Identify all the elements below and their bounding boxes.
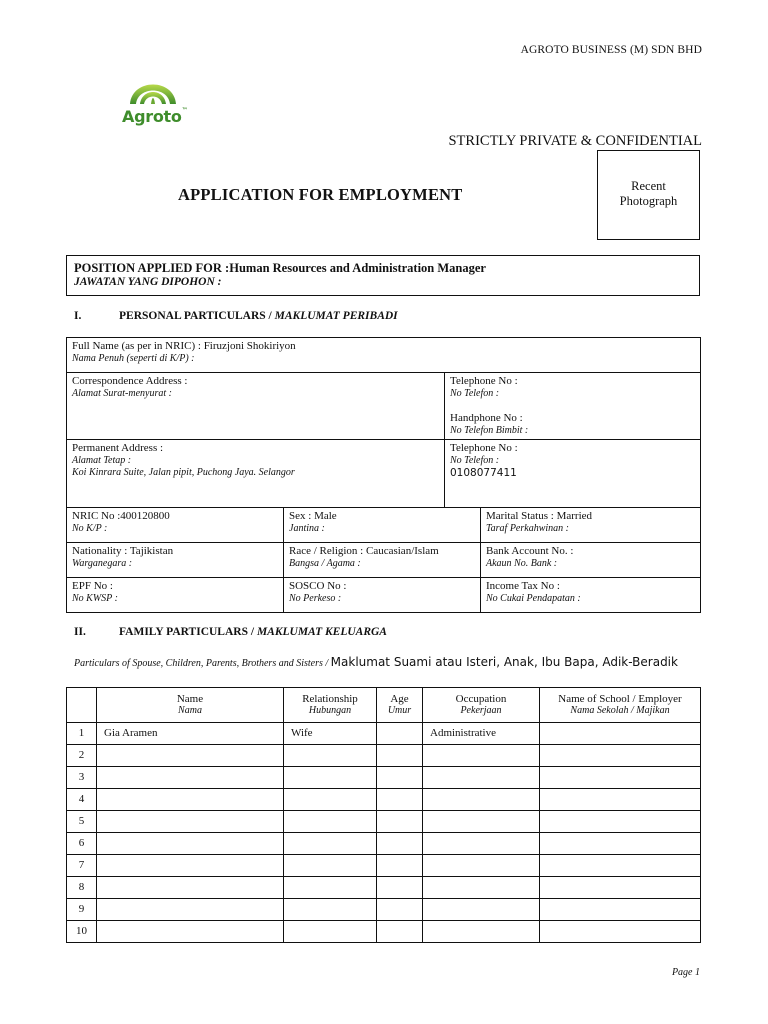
table-row xyxy=(67,745,701,767)
family-cell-name[interactable] xyxy=(97,789,284,811)
table-row xyxy=(67,855,701,877)
family-cell-relationship[interactable] xyxy=(284,855,377,877)
family-cell-employer[interactable] xyxy=(540,833,701,855)
family-cell-occupation[interactable] xyxy=(423,789,540,811)
table-row xyxy=(67,811,701,833)
logo-wordmark: Agroto™ xyxy=(122,107,188,126)
company-name: AGROTO BUSINESS (M) SDN BHD xyxy=(520,44,702,56)
header-age: Age Umur xyxy=(377,688,423,723)
family-cell-age[interactable] xyxy=(377,877,423,899)
family-cell-occupation[interactable] xyxy=(423,899,540,921)
family-cell-relationship[interactable] xyxy=(284,877,377,899)
family-cell-age[interactable] xyxy=(377,833,423,855)
family-particulars-table xyxy=(66,687,701,943)
family-cell-age[interactable] xyxy=(377,855,423,877)
family-cell-no: 5 xyxy=(67,811,97,833)
family-cell-occupation[interactable] xyxy=(423,745,540,767)
photo-label-line2: Photograph xyxy=(619,194,678,208)
family-cell-name[interactable] xyxy=(97,745,284,767)
section-personal-heading: I. PERSONAL PARTICULARS / MAKLUMAT PERIBADI xyxy=(74,310,398,322)
family-cell-employer[interactable] xyxy=(540,767,701,789)
family-cell-name[interactable] xyxy=(97,767,284,789)
photo-box xyxy=(597,150,700,240)
family-cell-employer[interactable] xyxy=(540,921,701,943)
permanent-phone-cell[interactable]: Telephone No : No Telefon : 0108077411 xyxy=(445,440,701,508)
family-table-header xyxy=(67,688,701,723)
family-cell-no: 6 xyxy=(67,833,97,855)
header-name: Name Nama xyxy=(97,688,284,723)
family-cell-employer[interactable] xyxy=(540,723,701,745)
family-cell-no: 3 xyxy=(67,767,97,789)
family-cell-name[interactable] xyxy=(97,855,284,877)
family-cell-employer[interactable] xyxy=(540,877,701,899)
family-cell-relationship[interactable] xyxy=(284,789,377,811)
confidential-notice: STRICTLY PRIVATE & CONFIDENTIAL xyxy=(448,133,702,149)
table-row xyxy=(67,789,701,811)
family-cell-no: 8 xyxy=(67,877,97,899)
position-applied: POSITION APPLIED FOR :Human Resources and Administration Manager xyxy=(74,261,486,275)
family-cell-relationship[interactable] xyxy=(284,767,377,789)
header-number xyxy=(67,688,97,723)
family-cell-no: 1 xyxy=(67,723,97,745)
family-cell-name[interactable] xyxy=(97,833,284,855)
page-number: Page 1 xyxy=(671,967,700,978)
family-cell-age[interactable] xyxy=(377,723,423,745)
family-cell-occupation[interactable] xyxy=(423,855,540,877)
race-religion-cell[interactable]: Race / Religion : Caucasian/Islam Bangsa / Agama : xyxy=(284,543,481,578)
family-cell-relationship[interactable]: Wife xyxy=(284,723,377,745)
family-cell-age[interactable] xyxy=(377,789,423,811)
family-cell-employer[interactable] xyxy=(540,745,701,767)
family-cell-relationship[interactable] xyxy=(284,833,377,855)
family-cell-no: 4 xyxy=(67,789,97,811)
family-cell-name[interactable] xyxy=(97,877,284,899)
permanent-phone-value: 0108077411 xyxy=(450,467,517,479)
header-occupation: Occupation Pekerjaan xyxy=(423,688,540,723)
family-cell-no: 2 xyxy=(67,745,97,767)
permanent-address-cell[interactable]: Permanent Address : Alamat Tetap : Koi Kinrara Suite, Jalan pipit, Puchong Jaya. Selangor xyxy=(67,440,445,508)
socso-cell[interactable]: SOSCO No : No Perkeso : xyxy=(284,578,481,613)
family-cell-name[interactable] xyxy=(97,811,284,833)
family-note: Particulars of Spouse, Children, Parents, Brothers and Sisters / Maklumat Suami atau Isteri, Anak, Ibu Bapa, Adik-Beradik xyxy=(74,655,678,669)
page-title: APPLICATION FOR EMPLOYMENT xyxy=(178,185,463,204)
family-cell-employer[interactable] xyxy=(540,899,701,921)
family-cell-no: 7 xyxy=(67,855,97,877)
table-row xyxy=(67,767,701,789)
position-label-ms: JAWATAN YANG DIPOHON : xyxy=(74,276,222,288)
family-cell-relationship[interactable] xyxy=(284,745,377,767)
table-row xyxy=(67,877,701,899)
family-cell-name[interactable]: Gia Aramen xyxy=(97,723,284,745)
table-row xyxy=(67,899,701,921)
full-name-cell[interactable]: Full Name (as per in NRIC) : Firuzjoni Shokiriyon Nama Penuh (seperti di K/P) : xyxy=(67,338,701,373)
section-family-heading: II. FAMILY PARTICULARS / MAKLUMAT KELUARGA xyxy=(74,626,387,638)
family-cell-age[interactable] xyxy=(377,811,423,833)
epf-cell[interactable]: EPF No : No KWSP : xyxy=(67,578,284,613)
family-cell-occupation[interactable] xyxy=(423,921,540,943)
nationality-cell[interactable]: Nationality : Tajikistan Warganegara : xyxy=(67,543,284,578)
family-cell-name[interactable] xyxy=(97,921,284,943)
position-value[interactable]: Human Resources and Administration Manager xyxy=(229,261,486,275)
marital-status-cell[interactable]: Marital Status : Married Taraf Perkahwinan : xyxy=(481,508,701,543)
personal-particulars-table xyxy=(66,337,701,613)
family-cell-name[interactable] xyxy=(97,899,284,921)
family-cell-employer[interactable] xyxy=(540,811,701,833)
family-cell-occupation[interactable]: Administrative xyxy=(423,723,540,745)
family-cell-employer[interactable] xyxy=(540,855,701,877)
header-employer: Name of School / Employer Nama Sekolah / Majikan xyxy=(540,688,701,723)
nric-cell[interactable]: NRIC No :400120800 No K/P : xyxy=(67,508,284,543)
family-cell-relationship[interactable] xyxy=(284,899,377,921)
family-cell-age[interactable] xyxy=(377,767,423,789)
family-cell-employer[interactable] xyxy=(540,789,701,811)
table-row xyxy=(67,921,701,943)
permanent-address-value: Koi Kinrara Suite, Jalan pipit, Puchong Jaya. Selangor xyxy=(72,467,295,478)
family-cell-occupation[interactable] xyxy=(423,767,540,789)
family-cell-relationship[interactable] xyxy=(284,811,377,833)
full-name-value: Firuzjoni Shokiriyon xyxy=(203,340,296,352)
header-relationship: Relationship Hubungan xyxy=(284,688,377,723)
family-cell-age[interactable] xyxy=(377,899,423,921)
correspondence-phone-cell[interactable]: Telephone No : No Telefon : Handphone No : No Telefon Bimbit : xyxy=(445,373,701,440)
table-row xyxy=(67,833,701,855)
family-cell-age[interactable] xyxy=(377,745,423,767)
family-cell-occupation[interactable] xyxy=(423,811,540,833)
bank-account-cell[interactable]: Bank Account No. : Akaun No. Bank : xyxy=(481,543,701,578)
family-cell-occupation[interactable] xyxy=(423,833,540,855)
sex-cell[interactable]: Sex : Male Jantina : xyxy=(284,508,481,543)
family-cell-relationship[interactable] xyxy=(284,921,377,943)
position-applied-box xyxy=(66,255,700,296)
photo-label-line1: Recent xyxy=(631,179,666,193)
family-cell-no: 10 xyxy=(67,921,97,943)
family-cell-occupation[interactable] xyxy=(423,877,540,899)
correspondence-address-cell[interactable]: Correspondence Address : Alamat Surat-menyurat : xyxy=(67,373,445,440)
table-row xyxy=(67,723,701,745)
family-cell-no: 9 xyxy=(67,899,97,921)
family-cell-age[interactable] xyxy=(377,921,423,943)
income-tax-cell[interactable]: Income Tax No : No Cukai Pendapatan : xyxy=(481,578,701,613)
